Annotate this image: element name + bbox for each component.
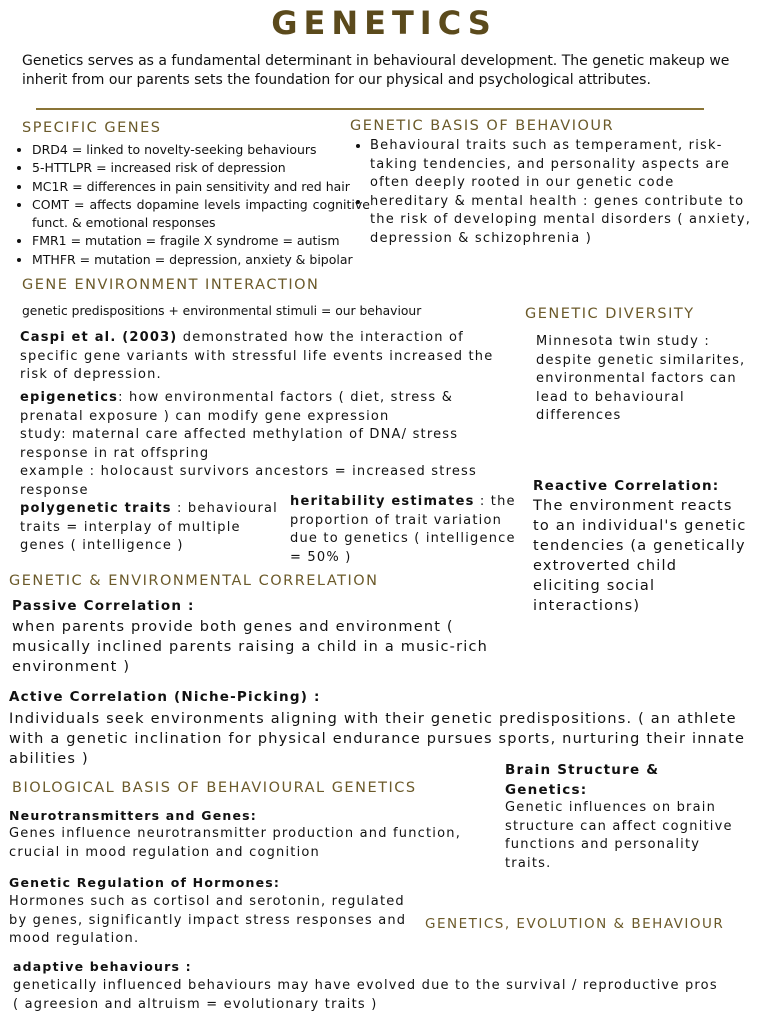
passive-text: when parents provide both genes and environment ( musically inclined parents raising a child in a music-rich environment )	[12, 619, 489, 675]
polygenetic-text: : behavioural traits = interplay of multiple genes ( intelligence )	[20, 501, 278, 553]
gene-env-formula: genetic predispositions + environmental stimuli = our behaviour	[22, 304, 422, 318]
list-item: • MTHFR = mutation = depression, anxiety & bipolar	[32, 251, 370, 269]
caspi-text: demonstrated how the interaction of specific gene variants with stressful life events increased the risk of depression.	[20, 330, 494, 382]
heritability-text: : the proportion of trait variation due to genetics ( intelligence = 50% )	[290, 494, 516, 565]
reactive-text: The environment reacts to an individual's genetic tendencies (a genetically extroverted child eliciting social interactions)	[533, 498, 747, 614]
list-item: • 5-HTTLPR = increased risk of depression	[32, 159, 370, 177]
list-item: • COMT = affects dopamine levels impacting cognitive funct. & emotional responses	[32, 196, 370, 233]
list-item: • DRD4 = linked to novelty-seeking behaviours	[32, 141, 370, 159]
polygenetic-label: polygenetic traits	[20, 501, 172, 516]
epigenetics-paragraph	[20, 389, 520, 500]
brain-text: Genetic influences on brain structure can affect cognitive functions and personality traits.	[505, 800, 733, 871]
epigenetics-example: example : holocaust survivors ancestors = increased stress response	[20, 464, 477, 498]
divider-rule	[36, 108, 704, 110]
caspi-label: Caspi et al. (2003)	[20, 330, 178, 345]
genetic-diversity-text: Minnesota twin study : despite genetic similarites, environmental factors can lead to behavioural differences	[536, 334, 746, 423]
hormone-heading: Genetic Regulation of Hormones:	[9, 875, 281, 890]
list-item: • Behavioural traits such as temperament, risk-taking tendencies, and personality aspects are often deeply rooted in our genetic code	[370, 137, 768, 193]
epigenetics-study: study: maternal care affected methylation of DNA/ stress response in rat offspring	[20, 427, 459, 461]
genetic-basis-list	[358, 137, 768, 248]
genetic-basis-heading: GENETIC BASIS OF BEHAVIOUR	[350, 118, 615, 134]
page-title: GENETICS	[271, 4, 497, 42]
hormone-text: Hormones such as cortisol and serotonin, regulated by genes, significantly impact stress responses and mood regulation.	[9, 894, 407, 946]
adaptive-heading: adaptive behaviours :	[13, 959, 192, 974]
polygenetic-paragraph	[20, 500, 280, 556]
correlation-heading: GENETIC & ENVIRONMENTAL CORRELATION	[9, 573, 379, 589]
brain-heading: Brain Structure & Genetics:	[505, 762, 660, 798]
passive-heading: Passive Correlation :	[12, 598, 195, 614]
epigenetics-text: : how environmental factors ( diet, stress & prenatal exposure ) can modify gene expression	[20, 390, 454, 424]
adaptive-text: genetically influenced behaviours may have evolved due to the survival / reproductive pros ( agreesion and altruism = evolutionary traits )	[13, 978, 718, 1012]
active-text: Individuals seek environments aligning with their genetic predispositions. ( an athlete with a genetic inclination for physical endurance pursues sports, nurturing their innate abilities )	[9, 711, 746, 767]
list-item: • hereditary & mental health : genes contribute to the risk of developing mental disorders ( anxiety, depression & schizophrenia )	[370, 193, 768, 249]
specific-genes-heading: SPECIFIC GENES	[22, 120, 162, 136]
evolution-heading: GENETICS, EVOLUTION & BEHAVIOUR	[425, 916, 725, 932]
neuro-heading: Neurotransmitters and Genes:	[9, 808, 257, 823]
list-item: • FMR1 = mutation = fragile X syndrome = autism	[32, 232, 370, 250]
neuro-text: Genes influence neurotransmitter production and function, crucial in mood regulation and cognition	[9, 826, 462, 860]
specific-genes-list	[20, 141, 370, 269]
intro-paragraph: Genetics serves as a fundamental determinant in behavioural development. The genetic makeup we inherit from our parents sets the foundation for our physical and psychological attributes.	[22, 53, 730, 88]
caspi-paragraph	[20, 329, 510, 385]
heritability-label: heritability estimates	[290, 494, 475, 509]
genetic-diversity-heading: GENETIC DIVERSITY	[525, 306, 695, 322]
biological-heading: BIOLOGICAL BASIS OF BEHAVIOURAL GENETICS	[12, 780, 417, 796]
list-item: • MC1R = differences in pain sensitivity and red hair	[32, 178, 370, 196]
active-heading: Active Correlation (Niche-Picking) :	[9, 689, 321, 705]
epigenetics-label: epigenetics	[20, 390, 119, 405]
gene-env-heading: GENE ENVIRONMENT INTERACTION	[22, 277, 320, 293]
heritability-paragraph	[290, 493, 526, 567]
reactive-heading: Reactive Correlation:	[533, 478, 720, 494]
